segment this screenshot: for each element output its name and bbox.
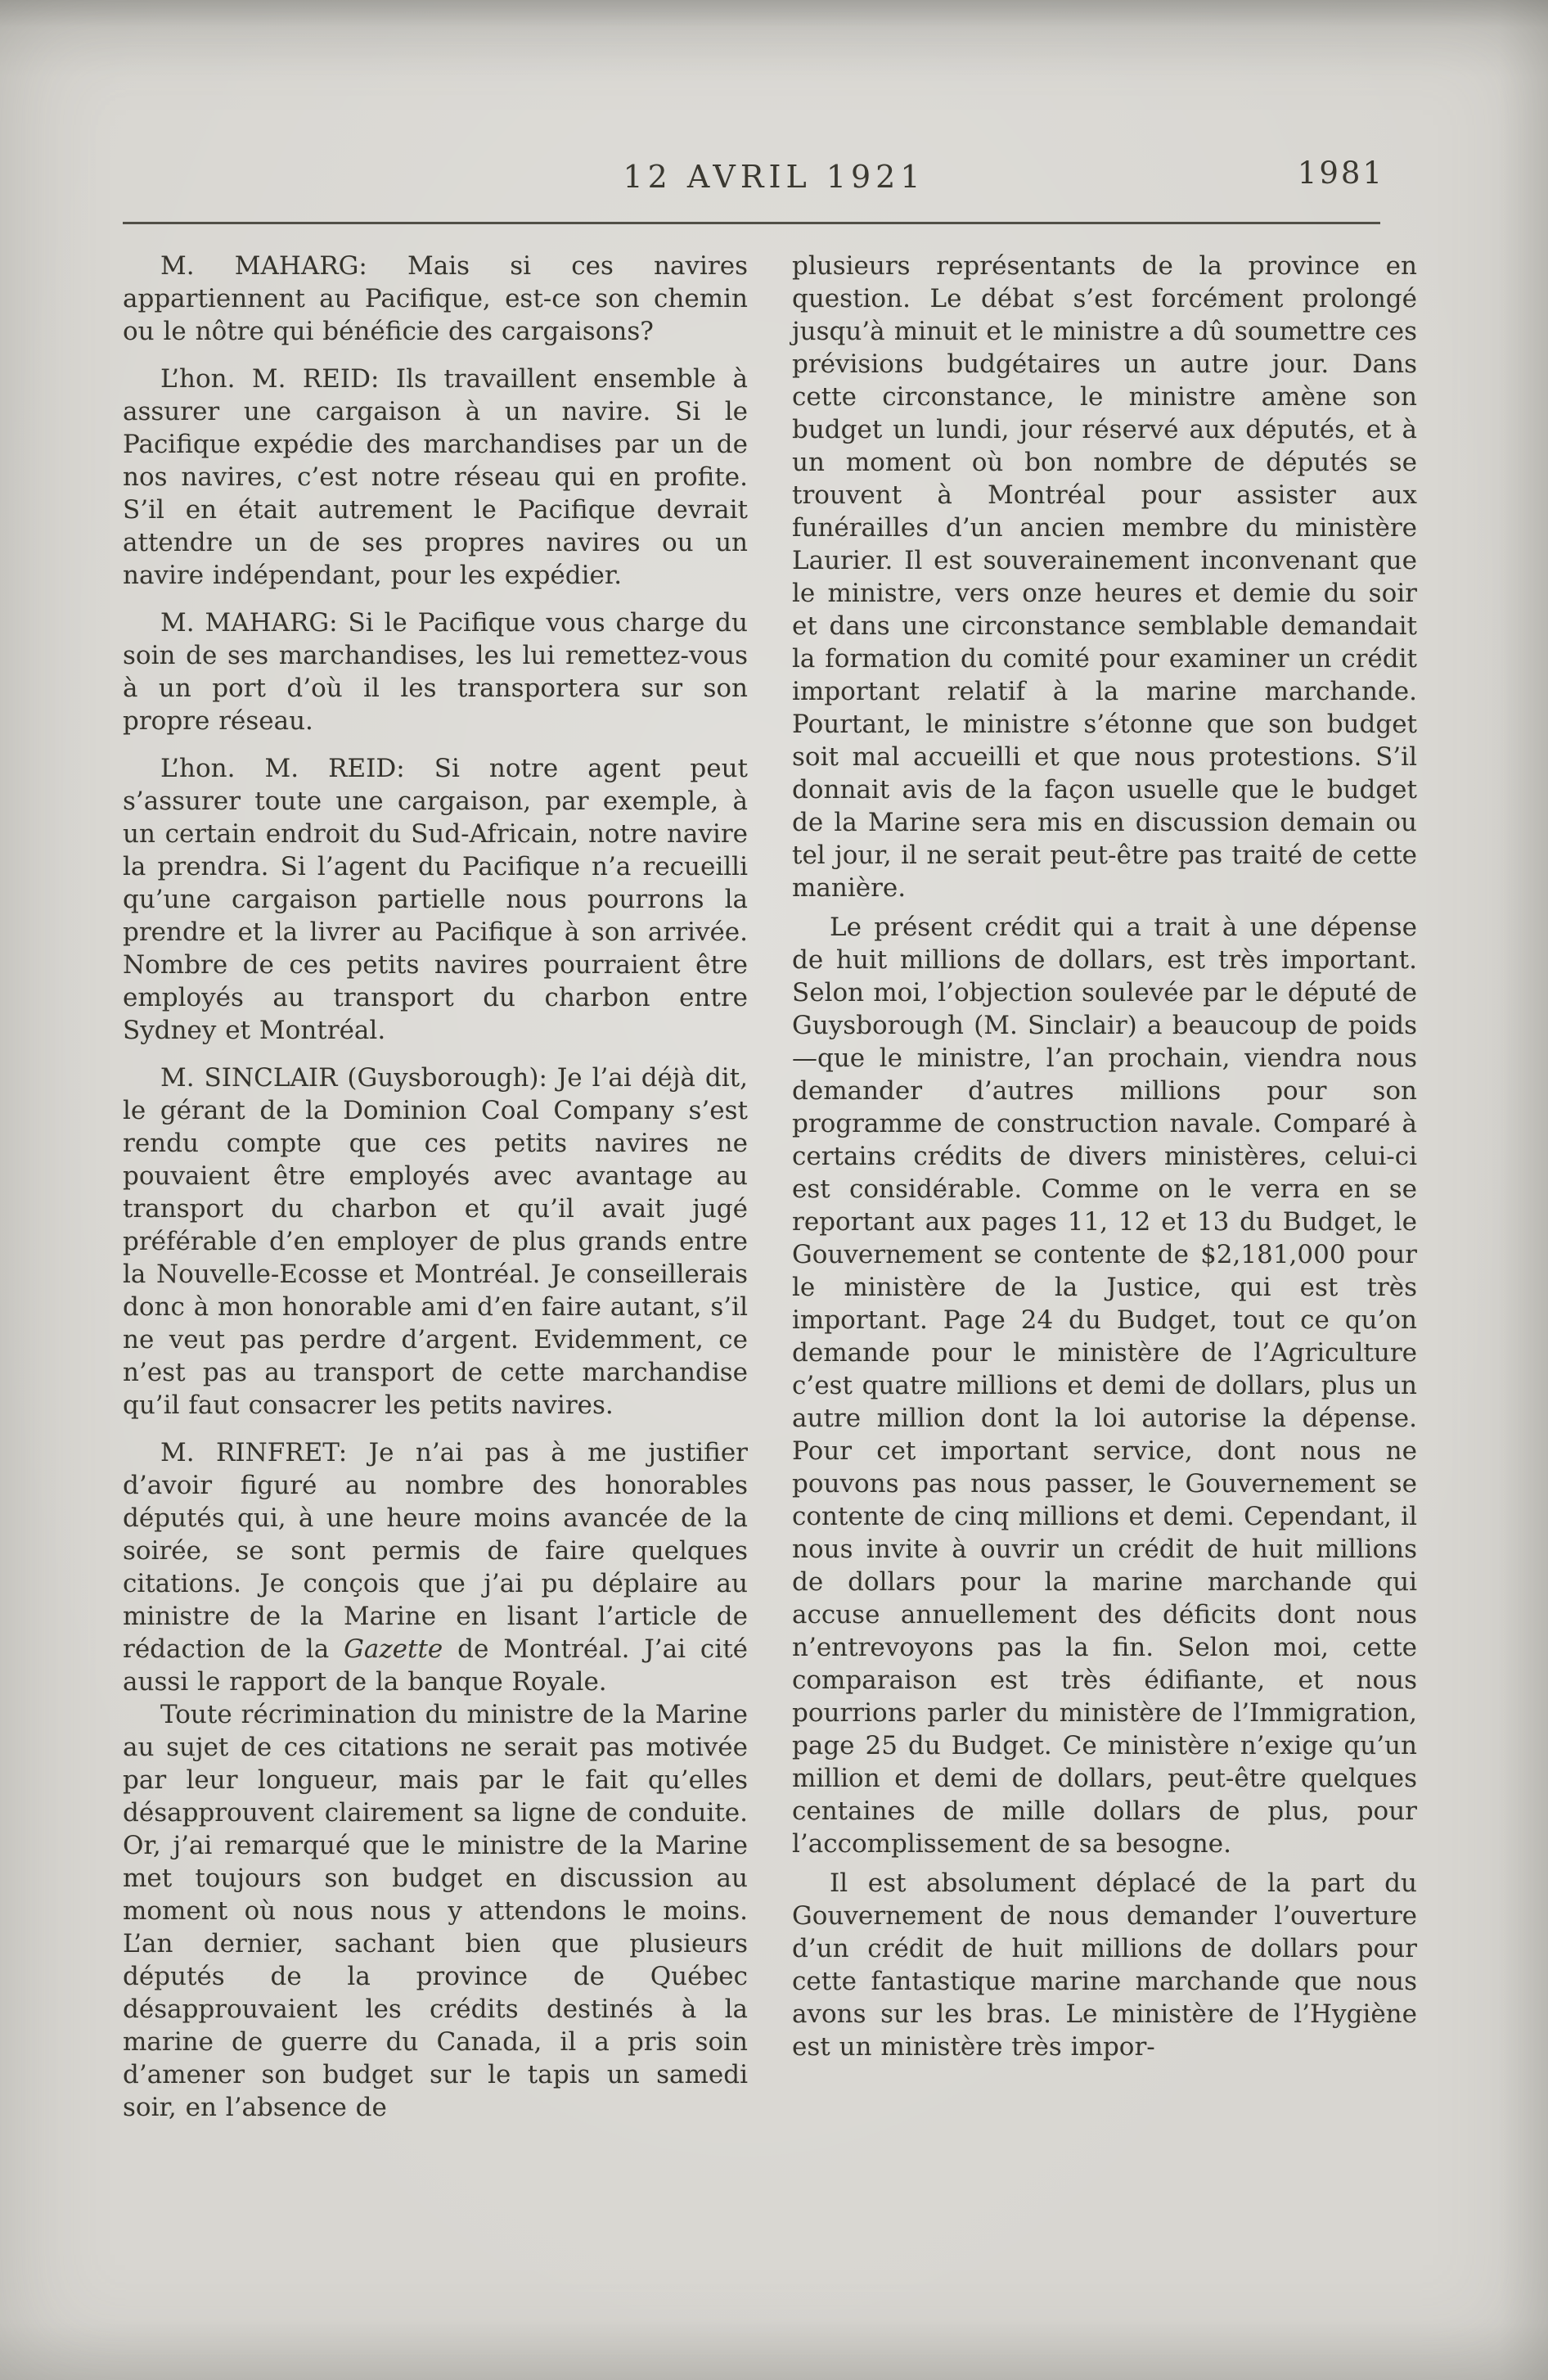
- paragraph-rinfret-1: [123, 1436, 748, 1698]
- left-column: [123, 250, 748, 2124]
- gazette-title: Gazette: [344, 1634, 443, 1664]
- paragraph-reid-2: L’hon. M. REID: Si notre agent peut s’assurer toute une cargaison, par exemple, à un certain endroit du Sud-Africain, notre navire la prendra. Si l’agent du Pacifique n’a recueilli qu’une cargaison partielle nous pourrons la prendre et la livrer au Pacifique à son arrivée. Nombre de ces petits navires pourraient être employés au transport du charbon entre Sydney et Montréal.: [123, 754, 748, 1045]
- right-column: [792, 250, 1417, 2124]
- page-date: 12 AVRIL 1921: [623, 159, 925, 195]
- paragraph-reid-1: L’hon. M. REID: Ils travaillent ensemble à assurer une cargaison à un navire. Si le Pacifique expédie des marchandises par un de nos navires, c’est notre réseau qui en profite. S’il en était autrement le Pacifique devrait attendre un de ses propres navires ou un navire indépendant, pour les expédier.: [123, 364, 748, 590]
- paragraph-rinfret-2: Toute récrimination du ministre de la Marine au sujet de ces citations ne serait pas motivée par leur longueur, mais par le fait qu’elles désapprouvent clairement sa ligne de conduite. Or, j’ai remarqué que le ministre de la Marine met toujours son budget en discussion au moment où nous nous y attendons le moins. L’an dernier, sachant bien que plusieurs députés de la province de Québec désapprouvaient les crédits destinés à la marine de guerre du Canada, il a pris soin d’amener son budget sur le tapis un samedi soir, en l’absence de: [123, 1700, 748, 2122]
- paragraph-rinfret-3-continuation: plusieurs représentants de la province en question. Le débat s’est forcément prolongé jusqu’à minuit et le ministre a dû soumettre ces prévisions budgétaires un autre jour. Dans cette circonstance, le ministre amène son budget un lundi, jour réservé aux députés, et à un moment où bon nombre de députés se trouvent à Montréal pour assister aux funérailles d’un ancien membre du ministère Laurier. Il est souverainement inconvenant que le ministre, vers onze heures et demie du soir et dans une circonstance semblable demandait la formation du comité pour examiner un crédit important relatif à la marine marchande. Pourtant, le ministre s’étonne que son budget soit mal accueilli et que nous protestions. S’il donnait avis de la façon usuelle que le budget de la Marine sera mis en discussion demain ou tel jour, il ne serait peut-être pas traité de cette manière.: [792, 251, 1417, 903]
- paragraph-sinclair: M. SINCLAIR (Guysborough): Je l’ai déjà dit, le gérant de la Dominion Coal Company s’est rendu compte que ces petits navires ne pouvaient être employés avec avantage au transport du charbon et qu’il avait jugé préférable d’en employer de plus grands entre la Nouvelle-Ecosse et Montréal. Je conseillerais donc à mon honorable ami d’en faire autant, s’il ne veut pas perdre d’argent. Evidemment, ce n’est pas au transport de cette marchandise qu’il faut consacrer les petits navires.: [123, 1063, 748, 1420]
- page-header: [0, 0, 1548, 195]
- paragraph-rinfret-4: Le présent crédit qui a trait à une dépense de huit millions de dollars, est très important. Selon moi, l’objection soulevée par le député de Guysborough (M. Sinclair) a beaucoup de poids—que le ministre, l’an prochain, viendra nous demander d’autres millions pour son programme de construction navale. Comparé à certains crédits de divers ministères, celui-ci est considérable. Comme on le verra en se reportant aux pages 11, 12 et 13 du Budget, le Gouvernement se contente de $2,181,000 pour le ministère de la Justice, qui est très important. Page 24 du Budget, tout ce qu’on demande pour le ministère de l’Agriculture c’est quatre millions et demi de dollars, plus un autre million dont la loi autorise la dépense. Pour cet important service, dont nous ne pouvons pas nous passer, le Gouvernement se contente de cinq millions et demi. Cependant, il nous invite à ouvrir un crédit de huit millions de dollars pour la marine marchande qui accuse annuellement des déficits dont nous n’entrevoyons pas la fin. Selon moi, cette comparaison est très édifiante, et nous pourrions parler du ministère de l’Immigration, page 25 du Budget. Ce ministère n’exige qu’un million et demi de dollars, peut-être quelques centaines de mille dollars de plus, pour l’accomplissement de sa besogne.: [792, 913, 1417, 1859]
- page-number: 1981: [1297, 156, 1384, 191]
- paragraph-rinfret-5: Il est absolument déplacé de la part du Gouvernement de nous demander l’ouverture d’un crédit de huit millions de dollars pour cette fantastique marine marchande que nous avons sur les bras. Le ministère de l’Hygiène est un ministère très impor-: [792, 1868, 1417, 2062]
- paragraph-maharg-1: M. MAHARG: Mais si ces navires appartiennent au Pacifique, est-ce son chemin ou le nôtre qui bénéficie des cargaisons?: [123, 251, 748, 346]
- paragraph-maharg-2: M. MAHARG: Si le Pacifique vous charge du soin de ses marchandises, les lui remettez-vous à un port d’où il les transportera sur son propre réseau.: [123, 608, 748, 736]
- text-columns: [0, 224, 1548, 2124]
- paragraph-rinfret-1-text: M. RINFRET: Je n’ai pas à me justifier d’avoir figuré au nombre des honorables députés qui, à une heure moins avancée de la soirée, se sont permis de faire quelques citations. Je conçois que j’ai pu déplaire au ministre de la Marine en lisant l’article de rédaction de la: [123, 1438, 748, 1664]
- paragraph-rinfret-1-cont: de Montréal. J’ai cité aussi le rapport de la banque Royale.: [123, 1634, 748, 1697]
